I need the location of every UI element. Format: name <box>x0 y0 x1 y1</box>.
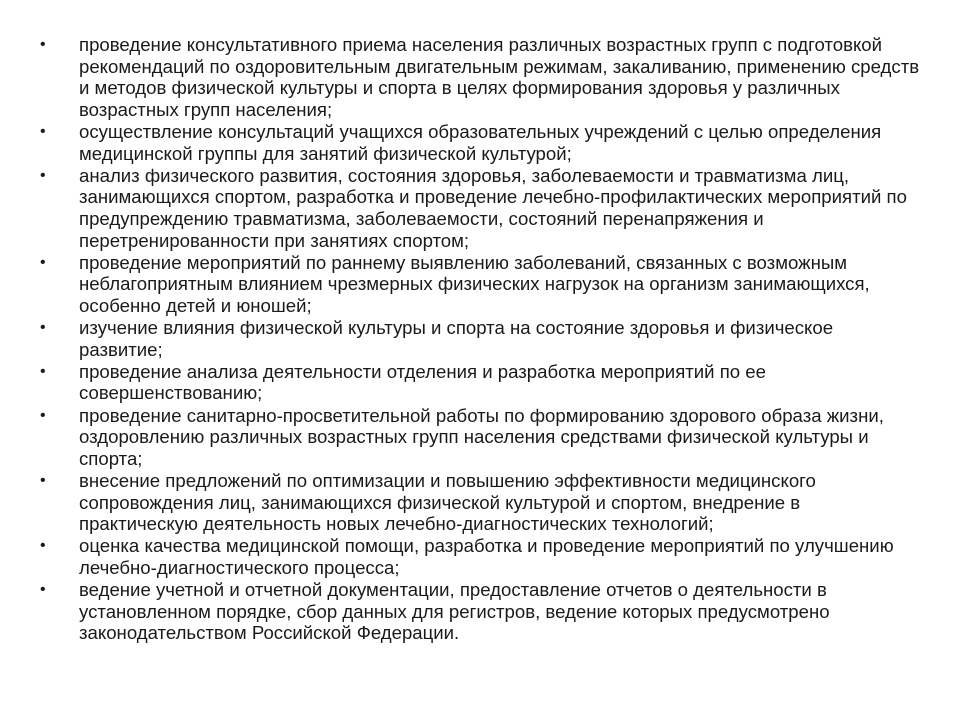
list-item <box>40 361 920 404</box>
list-item <box>40 535 920 578</box>
bullet-icon: • <box>40 537 46 555</box>
bullet-list <box>40 34 920 645</box>
list-item-text: изучение влияния физической культуры и спорта на состояние здоровья и физическое развитие; <box>79 317 834 360</box>
list-item <box>40 405 920 470</box>
list-item-text: ведение учетной и отчетной документации, предоставление отчетов о деятельности в установленном порядке, сбор данных для регистров, ведение которых предусмотрено законодательством Российской Федерации. <box>79 579 830 644</box>
bullet-icon: • <box>40 581 46 599</box>
list-item-text: проведение консультативного приема населения различных возрастных групп с подготовкой рекомендаций по оздоровительным двигательным режимам, закаливанию, применению средств и методов физической культуры и спорта в целях формирования здоровья у различных возрастных групп населения; <box>79 34 920 120</box>
list-item-text: оценка качества медицинской помощи, разработка и проведение мероприятий по улучшению лечебно-диагностического процесса; <box>79 535 894 578</box>
bullet-icon: • <box>40 472 46 490</box>
bullet-icon: • <box>40 166 46 184</box>
list-item-text: проведение анализа деятельности отделения и разработка мероприятий по ее совершенствованию; <box>79 360 766 404</box>
bullet-icon: • <box>40 36 46 53</box>
bullet-icon: • <box>40 362 46 380</box>
list-item <box>40 579 920 644</box>
list-item <box>40 317 920 360</box>
bullet-icon: • <box>40 122 46 140</box>
list-item-text: анализ физического развития, состояния здоровья, заболеваемости и травматизма лиц, занимающихся спортом, разработка и проведение лечебно-профилактических мероприятий по предупреждению травматизма, заболеваемости, состояний перенапряжения и перетренированности при занятиях спортом; <box>79 164 907 251</box>
list-item <box>40 470 920 535</box>
list-item <box>40 34 920 120</box>
list-item <box>40 252 920 317</box>
list-item-text: проведение санитарно-просветительной работы по формированию здорового образа жизни, оздоровлению различных возрастных групп населения средствами физической культуры и спорта; <box>79 404 884 469</box>
list-item <box>40 165 920 251</box>
list-item-text: внесение предложений по оптимизации и повышению эффективности медицинского сопровождения лиц, занимающихся физической культурой и спортом, внедрение в практическую деятельность новых лечебно-диагностических технологий; <box>79 470 816 535</box>
list-item <box>40 121 920 164</box>
list-item-text: осуществление консультаций учащихся образовательных учреждений с целью определения медицинской группы для занятий физической культурой; <box>79 120 882 164</box>
bullet-icon: • <box>40 253 46 271</box>
bullet-icon: • <box>40 406 46 424</box>
list-item-text: проведение мероприятий по раннему выявлению заболеваний, связанных с возможным неблагоприятным влиянием чрезмерных физических нагрузок на организм занимающихся, особенно детей и юношей; <box>79 251 870 316</box>
bullet-icon: • <box>40 319 46 337</box>
